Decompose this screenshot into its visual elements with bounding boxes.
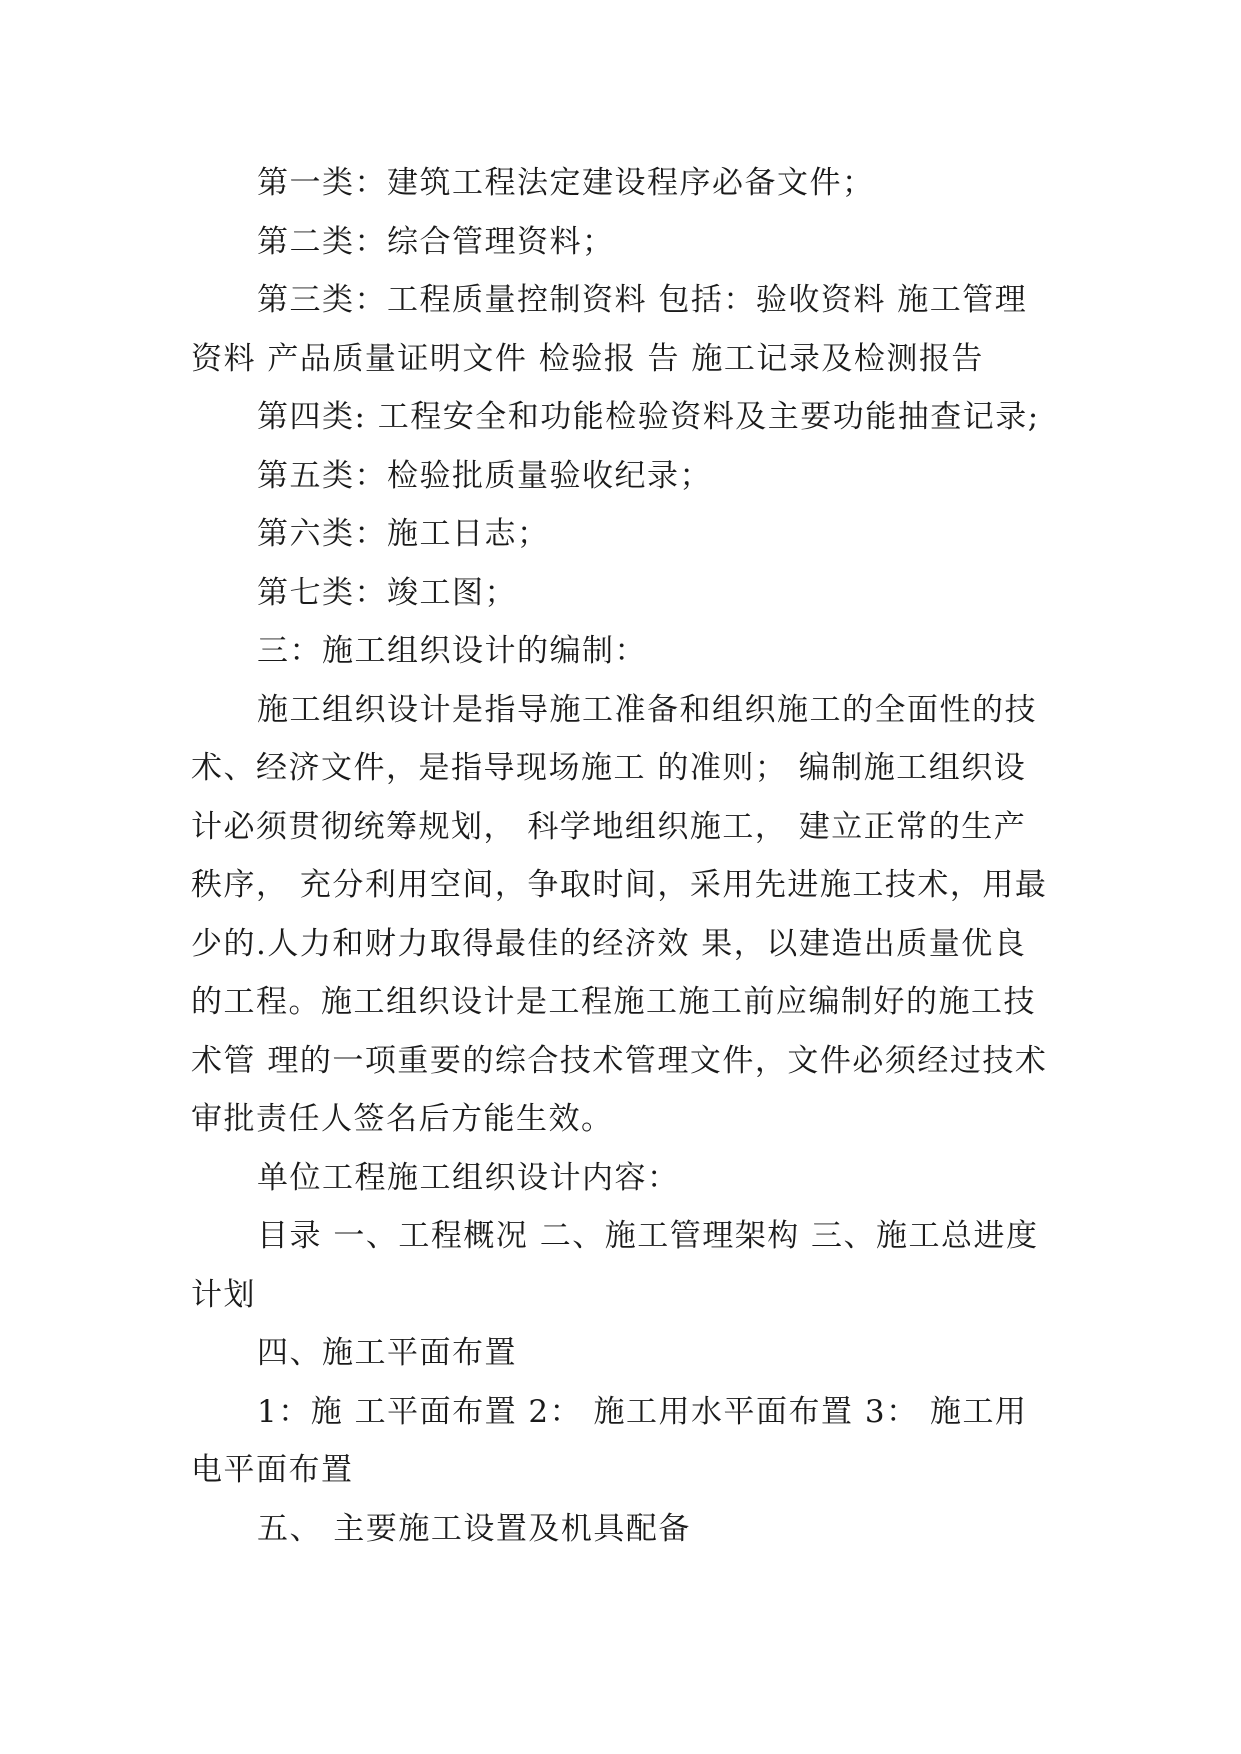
- paragraph-category-7: 第七类：竣工图；: [257, 574, 517, 611]
- paragraph-category-2: 第二类：综合管理资料；: [257, 223, 615, 260]
- document-body: [191, 154, 1051, 1558]
- paragraph-category-5: 第五类：检验批质量验收纪录；: [257, 457, 712, 494]
- paragraph-table-of-contents: 目录 一、工程概况 二、施工管理架构 三、施工总进度计划: [191, 1218, 1039, 1313]
- section-heading-3: 三：施工组织设计的编制：: [257, 633, 647, 669]
- paragraph-unit-design-content: 单位工程施工组织设计内容：: [257, 1159, 680, 1196]
- paragraph-layout-items: 1：施 工平面布置 2： 施工用水平面布置 3： 施工用电平面布置: [191, 1393, 1028, 1488]
- paragraph-category-4: 第四类: 工程安全和功能检验资料及主要功能抽查记录;: [257, 399, 1040, 435]
- paragraph-category-6: 第六类：施工日志；: [257, 516, 550, 552]
- paragraph-category-3: 第三类：工程质量控制资料 包括：验收资料 施工管理资料 产品质量证明文件 检验报 告 施工记录及检测报告: [191, 282, 1028, 377]
- paragraph-section-4: 四、施工平面布置: [257, 1335, 517, 1371]
- paragraph-construction-design: 施工组织设计是指导施工准备和组织施工的全面性的技术、经济文件，是指导现场施工 的准则； 编制施工组织设计必须贯彻统筹规划， 科学地组织施工， 建立正常的生产秩序， 充分利用空间，争取时间，采用先进施工技术，用最少的.人力和财力取得最佳的经济效 果，以建造出质量优良的工程。施工组织设计是工程施工施工前应编制好的施工技术管 理的一项重要的综合技术管理文件，文件必须经过技术审批责任人签名后方能生效。: [191, 691, 1048, 1137]
- paragraph-category-1: 第一类：建筑工程法定建设程序必备文件；: [257, 165, 875, 201]
- paragraph-section-5: 五、 主要施工设置及机具配备: [257, 1510, 691, 1547]
